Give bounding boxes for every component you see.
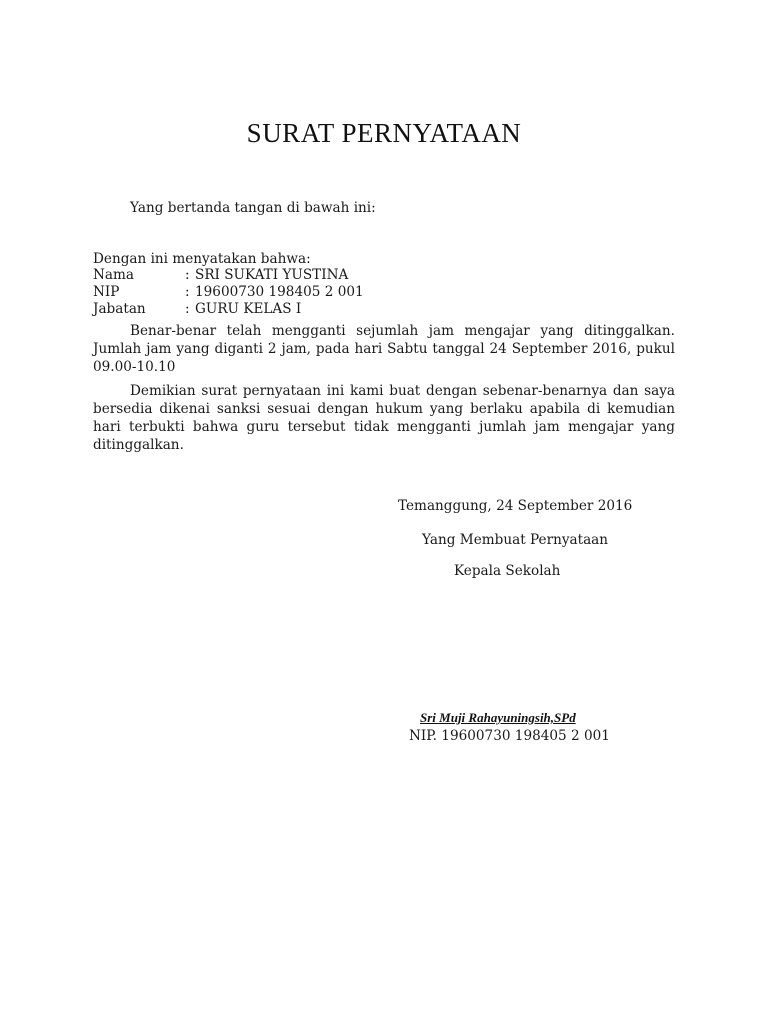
document-title: SURAT PERNYATAAN [246, 118, 522, 148]
statement-paragraph: Benar-benar telah mengganti sejumlah jam mengajar yang ditinggalkan. Jumlah jam yang diganti 2 jam, pada hari Sabtu tanggal 24 September 2016, pukul 09.00-10.10 [93, 323, 675, 375]
intro-line: Yang bertanda tangan di bawah ini: [130, 200, 376, 216]
field-value-nip: 19600730 198405 2 001 [195, 284, 364, 300]
signatory-position: Kepala Sekolah [454, 563, 561, 579]
signatory-name: Sri Muji Rahayuningsih,SPd [420, 710, 576, 725]
field-colon: : [185, 284, 190, 300]
field-label-jabatan: Jabatan [93, 301, 146, 317]
field-row-nip [93, 284, 364, 301]
declaration-line: Dengan ini menyatakan bahwa: [93, 251, 311, 267]
field-colon: : [185, 301, 190, 317]
field-value-nama: SRI SUKATI YUSTINA [195, 267, 349, 283]
place-date: Temanggung, 24 September 2016 [398, 498, 633, 514]
field-value-jabatan: GURU KELAS I [195, 301, 302, 317]
signatory-nip: NIP. 19600730 198405 2 001 [409, 728, 610, 744]
field-label-nip: NIP [93, 284, 120, 300]
field-label-nama: Nama [93, 267, 134, 283]
signatory-role: Yang Membuat Pernyataan [422, 532, 609, 548]
field-row-nama [93, 267, 348, 284]
field-row-jabatan [93, 301, 301, 318]
field-colon: : [185, 267, 190, 283]
closing-paragraph: Demikian surat pernyataan ini kami buat dengan sebenar-benarnya dan saya bersedia dikenai sanksi sesuai dengan hukum yang berlaku apabila di kemudian hari terbukti bahwa guru tersebut tidak mengganti jumlah jam mengajar yang ditinggalkan. [93, 383, 675, 453]
